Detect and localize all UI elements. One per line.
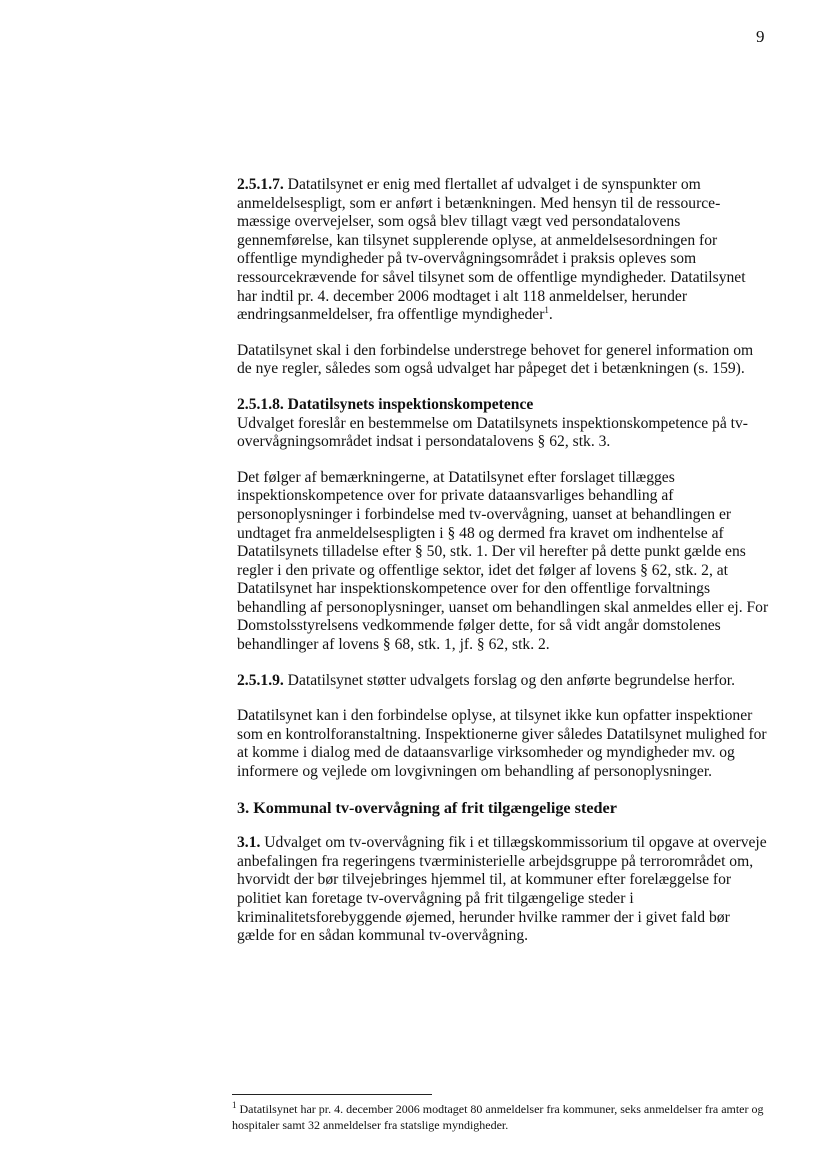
footnote-divider <box>232 1094 432 1095</box>
footnote-mark: 1 <box>232 1100 237 1110</box>
section-3-1 <box>237 834 769 946</box>
section-label: 2.5.1.7. <box>237 176 284 193</box>
footnote-text: Datatilsynet har pr. 4. december 2006 modtaget 80 anmeldelser fra kommuner, seks anmeldelser fra amter og hospitaler samt 32 anmeldelser fra statslige myndigheder. <box>232 1102 764 1132</box>
section-text: Datatilsynet er enig med flertallet af udvalget i de synspunkter om anmeldelsespligt, som er anført i betænkningen. Med hensyn til de ressource-mæssige overvejelser, som også blev tillagt vægt ved persondatalovens gennemførelse, kan tilsynet supplerende oplyse, at anmeldelsesordningen for offentlige myndigheder på tv-overvågningsområdet i praksis opleves som ressourcekrævende for såvel tilsynet som de offentlige myndigheder. Datatilsynet har indtil pr. 4. december 2006 modtaget i alt 118 anmeldelser, herunder ændringsanmeldelser, fra offentlige myndigheder <box>237 176 746 324</box>
chapter-heading: 3. Kommunal tv-overvågning af frit tilgængelige steder <box>237 798 617 817</box>
document-body <box>237 176 769 963</box>
sentence-end: . <box>548 306 553 324</box>
footnote-reference: 1 <box>544 304 549 315</box>
section-text: Datatilsynet støtter udvalgets forslag og den anførte begrundelse herfor. <box>283 671 735 689</box>
page-number: 9 <box>756 27 765 46</box>
section-2-5-1-8 <box>237 396 769 452</box>
section-2-5-1-9 <box>237 672 769 691</box>
section-text: Udvalget foreslår en bestemmelse om Datatilsynets inspektionskompetence på tv-overvågningsområdet indsat i persondatalovens § 62, stk. 3. <box>237 414 748 451</box>
paragraph-bemaerkninger: Det følger af bemærkningerne, at Datatilsynet efter forslaget tillægges inspektionskompetence over for private dataansvarliges behandling af personoplysninger i forbindelse med tv-overvågning, uanset at behandlingen er undtaget fra anmeldelsespligten i § 48 og dermed fra kravet om indhentelse af Datatilsynets tilladelse efter § 50, stk. 1. Der vil herefter på dette punkt gælde ens regler i den private og offentlige sektor, idet det følger af lovens § 62, stk. 2, at Datatilsynet har inspektionskompetence over for den offentlige forvaltnings behandling af personoplysninger, uanset om behandlingen skal anmeldes eller ej. For Domstolsstyrelsens vedkommende følger dette, for så vidt angår domstolenes behandlinger af lovens § 68, stk. 1, jf. § 62, stk. 2. <box>237 468 769 654</box>
footnote <box>232 1102 767 1133</box>
paragraph-inspektioner: Datatilsynet kan i den forbindelse oplyse, at tilsynet ikke kun opfatter inspektioner som en kontrolforanstaltning. Inspektionerne giver således Datatilsynet mulighed for at komme i dialog med de dataansvarlige virksomheder og myndigheder mv. og informere og vejlede om lovgivningen om behandling af personoplysninger. <box>237 707 767 781</box>
paragraph-information: Datatilsynet skal i den forbindelse understrege behovet for generel information om de nye regler, således som også udvalget har påpeget det i betænkningen (s. 159). <box>237 341 754 378</box>
section-label: 3.1. <box>237 834 261 852</box>
section-text: Udvalget om tv-overvågning fik i et tillægskommissorium til opgave at overveje anbefalingen fra regeringens tværministerielle arbejdsgruppe på terrorområdet om, hvorvidt der bør tilvejebringes hjemmel til, at kommuner efter forelæggelse for politiet kan foretage tv-overvågning på frit tilgængelige steder i kriminalitetsforebyggende øjemed, herunder hvilke rammer der i givet fald bør gælde for en sådan kommunal tv-overvågning. <box>237 834 767 945</box>
section-heading: 2.5.1.8. Datatilsynets inspektionskompetence <box>237 395 534 413</box>
section-2-5-1-7 <box>237 176 769 325</box>
section-label: 2.5.1.9. <box>237 671 284 689</box>
